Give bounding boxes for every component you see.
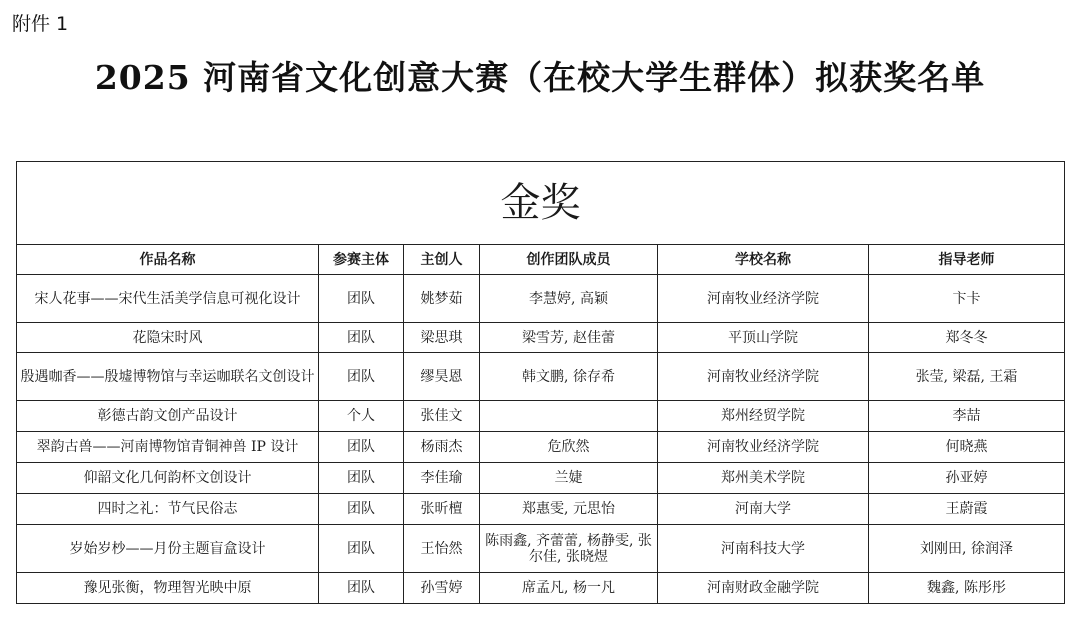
cell-school: 河南科技大学	[658, 525, 869, 573]
cell-advisor: 魏鑫, 陈彤彤	[869, 573, 1065, 604]
header-school: 学校名称	[658, 245, 869, 275]
table-row	[17, 494, 1065, 525]
cell-entrant-type: 团队	[319, 275, 404, 323]
cell-work-name: 殷遇咖香——殷墟博物馆与幸运咖联名文创设计	[17, 353, 319, 401]
cell-advisor: 何晓燕	[869, 432, 1065, 463]
cell-lead-creator: 孙雪婷	[404, 573, 480, 604]
document-title: 2025 河南省文化创意大赛（在校大学生群体）拟获奖名单	[94, 58, 986, 97]
cell-work-name: 翠韵古兽——河南博物馆青铜神兽 IP 设计	[17, 432, 319, 463]
cell-work-name: 仰韶文化几何韵杯文创设计	[17, 463, 319, 494]
award-level-heading: 金奖	[17, 162, 1065, 245]
table-row	[17, 463, 1065, 494]
cell-school: 郑州经贸学院	[658, 401, 869, 432]
cell-advisor: 王蔚霞	[869, 494, 1065, 525]
cell-entrant-type: 个人	[319, 401, 404, 432]
cell-advisor: 李喆	[869, 401, 1065, 432]
attachment-label: 附件 1	[12, 13, 69, 35]
cell-work-name: 花隐宋时风	[17, 323, 319, 353]
cell-work-name: 岁始岁杪——月份主题盲盒设计	[17, 525, 319, 573]
table-row	[17, 525, 1065, 573]
table-row	[17, 275, 1065, 323]
table-row	[17, 353, 1065, 401]
cell-team-members: 郑惠雯, 元思怡	[480, 494, 658, 525]
cell-team-members: 兰婕	[480, 463, 658, 494]
cell-entrant-type: 团队	[319, 353, 404, 401]
table-header-row	[17, 245, 1065, 275]
cell-lead-creator: 杨雨杰	[404, 432, 480, 463]
cell-team-members: 危欣然	[480, 432, 658, 463]
cell-entrant-type: 团队	[319, 463, 404, 494]
cell-advisor: 孙亚婷	[869, 463, 1065, 494]
cell-advisor: 刘刚田, 徐润泽	[869, 525, 1065, 573]
cell-lead-creator: 缪昊恩	[404, 353, 480, 401]
header-entrant-type: 参赛主体	[319, 245, 404, 275]
cell-advisor: 张莹, 梁磊, 王霜	[869, 353, 1065, 401]
cell-work-name: 四时之礼：节气民俗志	[17, 494, 319, 525]
cell-school: 河南财政金融学院	[658, 573, 869, 604]
header-work-name: 作品名称	[17, 245, 319, 275]
cell-entrant-type: 团队	[319, 494, 404, 525]
cell-school: 河南牧业经济学院	[658, 432, 869, 463]
table-row	[17, 401, 1065, 432]
cell-lead-creator: 梁思琪	[404, 323, 480, 353]
cell-team-members: 韩文鹏, 徐存希	[480, 353, 658, 401]
cell-lead-creator: 姚梦茹	[404, 275, 480, 323]
cell-advisor: 卞卡	[869, 275, 1065, 323]
header-team-members: 创作团队成员	[480, 245, 658, 275]
cell-work-name: 宋人花事——宋代生活美学信息可视化设计	[17, 275, 319, 323]
cell-entrant-type: 团队	[319, 432, 404, 463]
cell-team-members: 梁雪芳, 赵佳蕾	[480, 323, 658, 353]
cell-team-members: 席孟凡, 杨一凡	[480, 573, 658, 604]
cell-school: 平顶山学院	[658, 323, 869, 353]
cell-entrant-type: 团队	[319, 525, 404, 573]
header-lead-creator: 主创人	[404, 245, 480, 275]
cell-advisor: 郑冬冬	[869, 323, 1065, 353]
cell-entrant-type: 团队	[319, 323, 404, 353]
cell-lead-creator: 李佳瑜	[404, 463, 480, 494]
cell-lead-creator: 张佳文	[404, 401, 480, 432]
cell-school: 河南大学	[658, 494, 869, 525]
award-level-row	[17, 162, 1065, 245]
cell-team-members: 陈雨鑫, 齐蕾蕾, 杨静雯, 张尔佳, 张晓煜	[480, 525, 658, 573]
table-row	[17, 573, 1065, 604]
cell-lead-creator: 张昕檀	[404, 494, 480, 525]
cell-team-members: 李慧婷, 高颖	[480, 275, 658, 323]
table-row	[17, 432, 1065, 463]
cell-school: 河南牧业经济学院	[658, 275, 869, 323]
cell-school: 河南牧业经济学院	[658, 353, 869, 401]
cell-work-name: 彰德古韵文创产品设计	[17, 401, 319, 432]
cell-team-members	[480, 401, 658, 432]
cell-work-name: 豫见张衡，物理智光映中原	[17, 573, 319, 604]
award-table	[16, 161, 1065, 604]
cell-entrant-type: 团队	[319, 573, 404, 604]
cell-lead-creator: 王怡然	[404, 525, 480, 573]
table-row	[17, 323, 1065, 353]
cell-school: 郑州美术学院	[658, 463, 869, 494]
header-advisor: 指导老师	[869, 245, 1065, 275]
